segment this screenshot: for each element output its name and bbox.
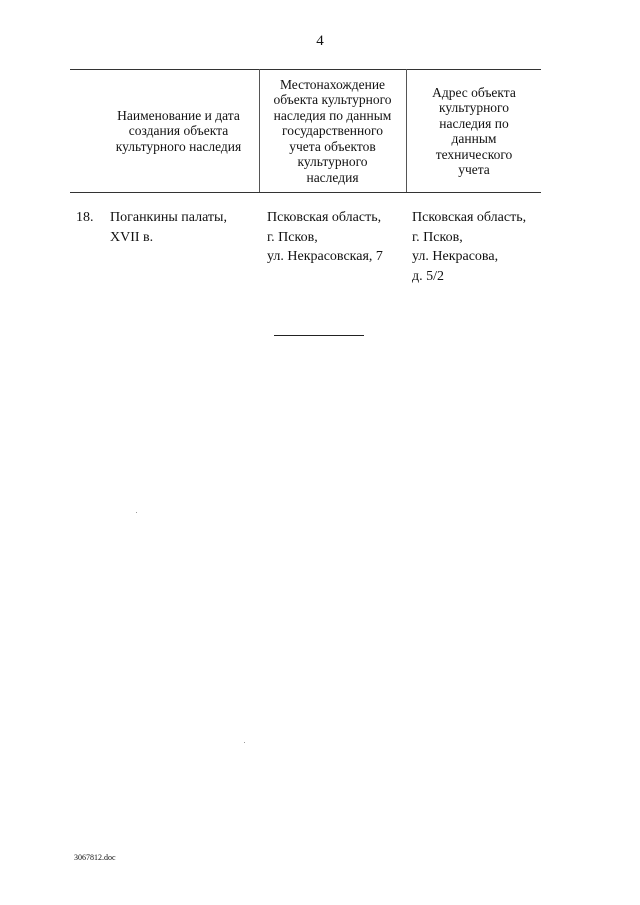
header-line: объекта культурного	[273, 92, 392, 108]
header-line: технического	[435, 146, 513, 162]
row-number: 18.	[76, 210, 94, 225]
header-technical-address	[408, 72, 540, 190]
row-name-line: Поганкины палаты,	[110, 210, 227, 225]
row-location-line: г. Псков,	[267, 229, 318, 245]
header-line: государственного	[282, 123, 383, 139]
row-address-line: ул. Некрасова,	[412, 249, 499, 264]
header-location	[261, 72, 404, 190]
header-line: наследия по данным	[273, 107, 392, 123]
header-line: наследия по	[439, 115, 509, 131]
header-line: культурного наследия	[115, 138, 242, 154]
header-line: данным	[451, 131, 497, 146]
row-location-line: Псковская область,	[267, 210, 382, 225]
header-line: учета	[458, 162, 490, 177]
header-line: создания объекта	[128, 123, 229, 139]
scan-speck	[244, 742, 245, 743]
row-location	[267, 208, 407, 267]
page-number: 4	[316, 33, 324, 49]
table-header-bottom-rule	[70, 192, 541, 193]
header-line: Местонахождение	[279, 76, 386, 92]
header-line: учета объектов	[289, 138, 376, 154]
row-address-line: Псковская область,	[412, 210, 527, 225]
header-line: Наименование и дата	[117, 107, 240, 123]
column-divider-1	[259, 69, 260, 192]
header-line: Адрес объекта	[432, 84, 516, 100]
header-line: культурного	[297, 154, 368, 170]
header-line: наследия	[306, 169, 359, 185]
row-address-line: г. Псков,	[412, 229, 463, 245]
column-divider-2	[406, 69, 407, 192]
row-name-line: XVII в.	[110, 229, 154, 245]
row-address	[412, 208, 542, 286]
row-name	[110, 208, 258, 247]
row-address-line: д. 5/2	[412, 268, 445, 284]
end-of-document-rule	[274, 335, 364, 336]
scan-speck	[136, 512, 137, 513]
row-location-line: ул. Некрасовская, 7	[267, 249, 383, 264]
header-line: культурного	[438, 100, 510, 115]
header-name-and-date	[100, 72, 257, 190]
table-top-rule	[70, 69, 541, 70]
footer-file-name: 3067812.doc	[74, 853, 116, 862]
